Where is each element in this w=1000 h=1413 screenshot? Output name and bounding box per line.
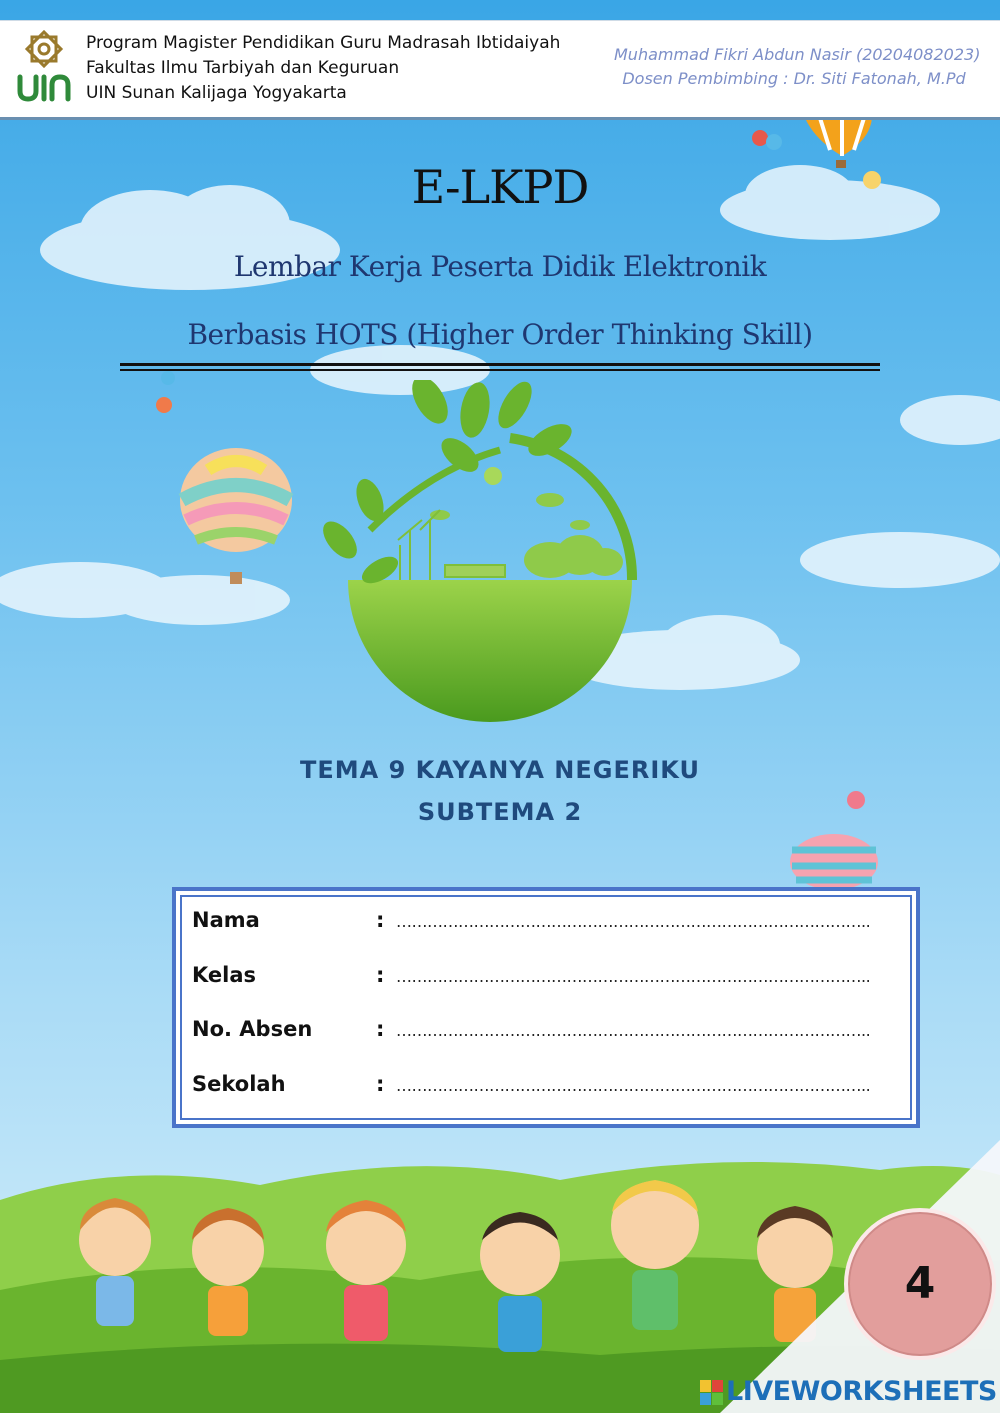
institution-line-1: Program Magister Pendidikan Guru Madrasah Ibtidaiyah [86, 33, 561, 53]
field-label-sekolah: Sekolah [192, 1072, 286, 1096]
liveworksheets-watermark[interactable] [700, 1376, 996, 1410]
field-input-nama[interactable]: ……………………………………………………………………………….. [396, 912, 871, 931]
header-bar [0, 20, 1000, 120]
subtitle-line-1: Lembar Kerja Peserta Didik Elektronik [233, 250, 767, 283]
title-divider [120, 363, 880, 366]
field-label-kelas: Kelas [192, 963, 257, 987]
subtheme-title: SUBTEMA 2 [417, 798, 583, 826]
uin-logo-icon [14, 29, 74, 109]
field-colon: : [376, 963, 385, 987]
field-colon: : [376, 1017, 385, 1041]
liveworksheets-logo-icon [700, 1380, 724, 1406]
grade-number: 4 [904, 1258, 936, 1309]
grade-badge [844, 1208, 996, 1360]
field-label-no-absen: No. Absen [192, 1017, 313, 1041]
eco-globe-icon [310, 380, 650, 725]
field-input-kelas[interactable]: ……………………………………………………………………………….. [396, 967, 871, 986]
theme-title: TEMA 9 KAYANYA NEGERIKU [300, 756, 700, 784]
field-colon: : [376, 1072, 385, 1096]
hot-air-balloon-icon [180, 448, 292, 584]
watermark-text: LIVEWORKSHEETS [726, 1376, 997, 1407]
subtitle-line-2: Berbasis HOTS (Higher Order Thinking Skill) [187, 318, 813, 351]
page-title: E-LKPD [411, 160, 589, 214]
student-identity-box [172, 887, 920, 1128]
field-input-sekolah[interactable]: ……………………………………………………………………………….. [396, 1076, 871, 1095]
field-nama[interactable] [192, 908, 892, 938]
field-label-nama: Nama [192, 908, 260, 932]
field-kelas[interactable] [192, 963, 892, 993]
field-no-absen[interactable] [192, 1017, 892, 1047]
field-colon: : [376, 908, 385, 932]
author-name: Muhammad Fikri Abdun Nasir (20204082023) [614, 45, 981, 64]
field-sekolah[interactable] [192, 1072, 892, 1102]
title-divider-secondary [120, 369, 880, 371]
field-input-no-absen[interactable]: ……………………………………………………………………………….. [396, 1021, 871, 1040]
supervisor-name: Dosen Pembimbing : Dr. Siti Fatonah, M.Pd [622, 69, 966, 88]
institution-line-3: UIN Sunan Kalijaga Yogyakarta [86, 83, 347, 103]
institution-line-2: Fakultas Ilmu Tarbiyah dan Keguruan [86, 58, 400, 78]
